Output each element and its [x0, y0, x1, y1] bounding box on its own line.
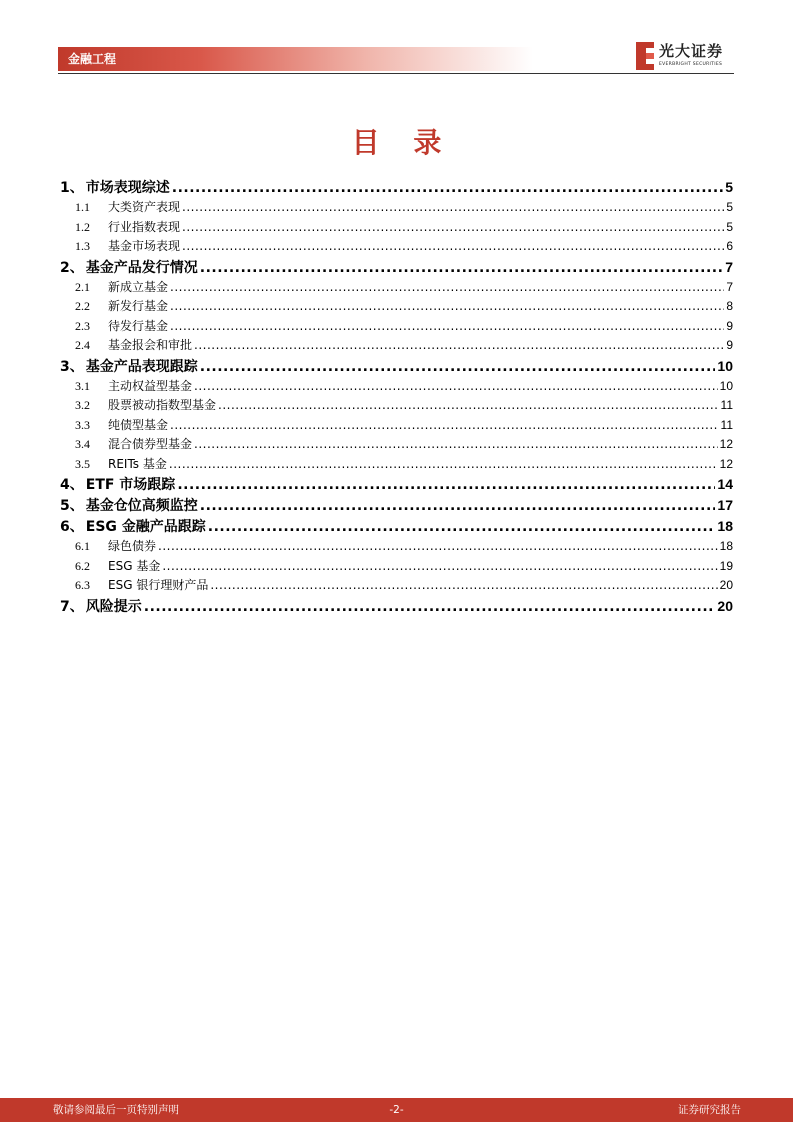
toc-dot-leader: [170, 416, 719, 436]
header-divider: [58, 73, 734, 74]
toc-entry-label: 基金报会和审批: [108, 338, 193, 352]
toc-entry-number: 6.3: [75, 578, 90, 592]
toc-entry-label: 基金产品发行情况: [85, 259, 198, 276]
toc-entry-page: 20: [719, 578, 733, 592]
toc-entry-section[interactable]: [60, 237, 733, 257]
toc-entry-page: 5: [725, 179, 733, 195]
footer-bar: [0, 1098, 793, 1122]
toc-entry-section[interactable]: [60, 198, 733, 218]
everbright-logo-icon: [635, 40, 655, 72]
toc-entry-page: 9: [726, 338, 733, 352]
toc-entry-page: 10: [717, 357, 733, 374]
report-type: 证券研究报告: [678, 1104, 741, 1116]
table-of-contents: [60, 177, 733, 617]
toc-entry-page: 7: [725, 258, 733, 275]
toc-entry-chapter[interactable]: [60, 474, 733, 495]
toc-entry-label: ESG 基金: [108, 558, 161, 573]
toc-entry-page: 12: [719, 437, 733, 451]
toc-entry-label: ETF 市场跟踪: [85, 477, 176, 493]
toc-dot-leader: [177, 475, 715, 495]
toc-entry-section[interactable]: [60, 537, 733, 557]
toc-dot-leader: [162, 557, 717, 577]
toc-entry-label: 市场表现综述: [85, 180, 170, 196]
brand-logo: [635, 40, 735, 72]
toc-dot-leader: [218, 396, 719, 416]
toc-entry-number: 6.2: [75, 558, 90, 573]
toc-entry-number: 2.3: [75, 318, 90, 333]
toc-entry-section[interactable]: [60, 416, 733, 436]
toc-entry-number: 2.4: [75, 338, 90, 352]
toc-entry-number: 5、: [60, 498, 84, 514]
toc-dot-leader: [182, 218, 724, 238]
toc-entry-chapter[interactable]: [60, 596, 733, 617]
toc-entry-section[interactable]: [60, 435, 733, 455]
toc-entry-page: 6: [726, 239, 733, 253]
toc-entry-section[interactable]: [60, 557, 733, 577]
toc-entry-number: 6.1: [75, 539, 90, 553]
toc-entry-label: ESG 金融产品跟踪: [85, 519, 206, 535]
toc-entry-label: 基金产品表现跟踪: [85, 358, 198, 375]
toc-entry-chapter[interactable]: [60, 356, 733, 377]
section-label: 金融工程: [68, 52, 117, 66]
toc-dot-leader: [169, 455, 718, 475]
toc-entry-page: 11: [720, 398, 733, 412]
toc-entry-section[interactable]: [60, 278, 733, 298]
toc-entry-number: 3.2: [75, 398, 90, 412]
toc-entry-section[interactable]: [60, 576, 733, 596]
toc-entry-section[interactable]: [60, 377, 733, 397]
toc-entry-page: 17: [717, 497, 733, 513]
toc-entry-page: 18: [719, 539, 733, 553]
toc-entry-number: 2.1: [75, 279, 90, 294]
footer-disclaimer: 敬请参阅最后一页特别声明: [53, 1104, 179, 1116]
toc-entry-number: 3.1: [75, 378, 90, 393]
toc-dot-leader: [144, 597, 716, 617]
toc-entry-page: 12: [719, 456, 733, 471]
toc-dot-leader: [170, 278, 724, 298]
toc-entry-page: 8: [726, 299, 733, 313]
toc-entry-label: 纯债型基金: [108, 417, 169, 432]
toc-dot-leader: [194, 435, 718, 455]
toc-entry-page: 18: [717, 518, 733, 534]
toc-entry-section[interactable]: [60, 336, 733, 356]
toc-entry-page: 11: [720, 417, 733, 432]
toc-entry-number: 3.4: [75, 437, 90, 451]
toc-entry-label: REITs 基金: [108, 456, 167, 471]
logo-text-en: EVERBRIGHT SECURITIES: [659, 62, 723, 67]
page-number: -2-: [389, 1104, 404, 1116]
toc-entry-section[interactable]: [60, 218, 733, 238]
toc-entry-section[interactable]: [60, 396, 733, 416]
toc-entry-page: 5: [726, 219, 733, 234]
toc-entry-number: 1、: [60, 180, 84, 196]
toc-dot-leader: [158, 537, 718, 557]
toc-dot-leader: [194, 336, 724, 356]
logo-text-cn: 光大证券: [659, 42, 724, 60]
toc-dot-leader: [182, 237, 724, 257]
toc-entry-section[interactable]: [60, 297, 733, 317]
toc-entry-page: 9: [726, 318, 733, 333]
toc-dot-leader: [170, 317, 724, 337]
toc-entry-section[interactable]: [60, 455, 733, 475]
toc-entry-number: 7、: [60, 598, 84, 615]
header-band: [58, 47, 533, 71]
toc-entry-chapter[interactable]: [60, 516, 733, 537]
toc-dot-leader: [200, 357, 716, 377]
toc-entry-number: 3、: [60, 358, 84, 375]
toc-entry-page: 19: [719, 558, 733, 573]
toc-dot-leader: [200, 496, 716, 516]
toc-entry-label: 基金市场表现: [108, 239, 181, 253]
toc-entry-label: ESG 银行理财产品: [108, 578, 209, 592]
toc-entry-section[interactable]: [60, 317, 733, 337]
toc-entry-number: 1.3: [75, 239, 90, 253]
toc-dot-leader: [210, 576, 717, 596]
toc-entry-number: 2、: [60, 259, 84, 276]
toc-entry-label: 基金仓位高频监控: [85, 498, 198, 514]
toc-entry-label: 风险提示: [85, 598, 142, 615]
toc-entry-number: 1.1: [75, 200, 90, 214]
page-title: 目 录: [351, 126, 454, 159]
toc-dot-leader: [194, 377, 718, 397]
toc-dot-leader: [182, 198, 724, 218]
toc-entry-page: 7: [726, 279, 733, 294]
toc-entry-label: 新发行基金: [108, 299, 169, 313]
toc-entry-label: 股票被动指数型基金: [108, 398, 217, 412]
toc-entry-number: 2.2: [75, 299, 90, 313]
toc-entry-page: 14: [717, 476, 733, 492]
toc-entry-chapter[interactable]: [60, 257, 733, 278]
toc-entry-label: 新成立基金: [108, 279, 169, 294]
toc-entry-number: 3.3: [75, 417, 90, 432]
toc-dot-leader: [172, 178, 723, 198]
toc-entry-chapter[interactable]: [60, 177, 733, 198]
toc-entry-label: 行业指数表现: [108, 219, 181, 234]
toc-entry-label: 绿色债券: [108, 539, 157, 553]
toc-dot-leader: [170, 297, 724, 317]
toc-entry-page: 5: [726, 200, 733, 214]
toc-entry-number: 6、: [60, 519, 84, 535]
toc-entry-number: 4、: [60, 477, 84, 493]
toc-dot-leader: [208, 517, 716, 537]
toc-entry-number: 3.5: [75, 456, 90, 471]
toc-entry-chapter[interactable]: [60, 495, 733, 516]
toc-entry-page: 10: [719, 378, 733, 393]
toc-entry-number: 1.2: [75, 219, 90, 234]
toc-entry-label: 大类资产表现: [108, 200, 181, 214]
toc-entry-label: 混合债券型基金: [108, 437, 193, 451]
toc-entry-page: 20: [717, 597, 733, 614]
toc-entry-label: 待发行基金: [108, 318, 169, 333]
toc-entry-label: 主动权益型基金: [108, 378, 193, 393]
toc-dot-leader: [200, 258, 723, 278]
